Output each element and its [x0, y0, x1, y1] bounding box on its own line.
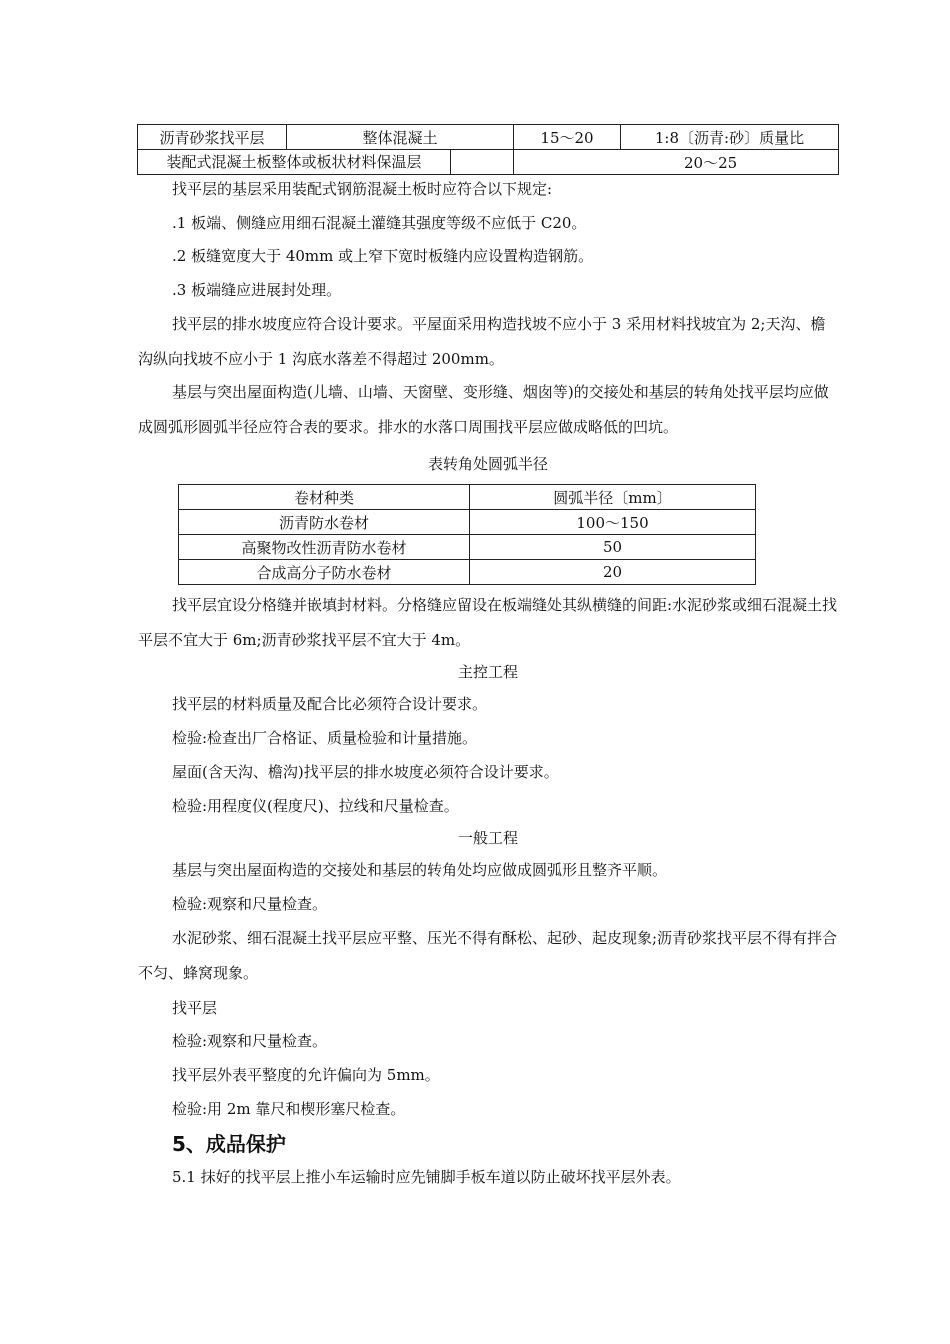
paragraph: 基层与突出屋面构造(儿墙、山墙、天窗壁、变形缝、烟囱等)的交接处和基层的转角处找平层均应做成圆弧形圆弧半径应符合表的要求。排水的水落口周围找平层应做成略低的凹坑。 [138, 383, 829, 436]
paragraph: .3 板端缝应进展封处理。 [172, 281, 342, 299]
table-cell: 20 [470, 560, 756, 585]
table-cell: 1:8〔沥青:砂〕质量比 [621, 125, 839, 150]
table-cell: 100～150 [470, 510, 756, 535]
table-cell: 整体混凝土 [287, 125, 514, 150]
table-header: 圆弧半径〔mm〕 [470, 485, 756, 510]
paragraph: .1 板端、侧缝应用细石混凝土灌缝其强度等级不应低于 C20。 [172, 214, 587, 232]
paragraph: 5.1 抹好的找平层上推小车运输时应先铺脚手板车道以防止破坏找平层外表。 [172, 1168, 681, 1186]
paragraph: 找平层外表平整度的允许偏向为 5mm。 [172, 1066, 440, 1084]
paragraph: 找平层的基层采用装配式钢筋混凝土板时应符合以下规定: [172, 180, 553, 198]
paragraph: 基层与突出屋面构造的交接处和基层的转角处均应做成圆弧形且整齐平顺。 [172, 861, 668, 879]
paragraph: 检验:检查出厂合格证、质量检验和计量措施。 [172, 729, 478, 747]
table-cell: 50 [470, 535, 756, 560]
table-cell-text: 装配式混凝土板整体或板状材料保温层 [138, 150, 451, 174]
section-title: 5、成品保护 [172, 1132, 286, 1156]
paragraph: 找平层的材料质量及配合比必须符合设计要求。 [172, 695, 488, 713]
table-header-row [179, 485, 756, 510]
table-header: 卷材种类 [179, 485, 470, 510]
table-cell: 沥青砂浆找平层 [138, 125, 287, 150]
paragraph: 检验:用程度仪(程度尺)、拉线和尺量检查。 [172, 797, 459, 815]
paragraph: 找平层的排水坡度应符合设计要求。平屋面采用构造找坡不应小于 3 采用材料找坡宜为 2;天沟、檐沟纵向找坡不应小于 1 沟底水落差不得超过 200mm。 [138, 315, 826, 368]
paragraph: .2 板缝宽度大于 40mm 或上窄下宽时板缝内应设置构造钢筋。 [172, 247, 594, 265]
paragraph: 检验:用 2m 靠尺和楔形塞尺检查。 [172, 1100, 406, 1118]
paragraph: 屋面(含天沟、檐沟)找平层的排水坡度必须符合设计要求。 [172, 763, 559, 781]
paragraph: 水泥砂浆、细石混凝土找平层应平整、压光不得有酥松、起砂、起皮现象;沥青砂浆找平层不得有拌合不匀、蜂窝现象。 [138, 929, 838, 982]
table-cell [138, 150, 514, 175]
table-row [138, 150, 839, 175]
table-cell: 15～20 [514, 125, 621, 150]
section-heading: 主控工程 [457, 663, 518, 681]
section-heading: 一般工程 [457, 829, 518, 847]
table-row [138, 125, 839, 150]
table-row [179, 510, 756, 535]
table-cell: 20～25 [514, 150, 839, 175]
paragraph: 检验:观察和尺量检查。 [172, 1032, 328, 1050]
radius-table [178, 484, 756, 585]
table-row [179, 560, 756, 585]
table-cell: 高聚物改性沥青防水卷材 [179, 535, 470, 560]
table-caption: 表转角处圆弧半径 [427, 455, 548, 473]
top-table [137, 124, 839, 175]
table-cell: 沥青防水卷材 [179, 510, 470, 535]
paragraph: 找平层 [172, 999, 218, 1017]
table-cell: 合成高分子防水卷材 [179, 560, 470, 585]
paragraph: 检验:观察和尺量检查。 [172, 895, 328, 913]
table-row [179, 535, 756, 560]
paragraph: 找平层宜设分格缝并嵌填封材料。分格缝应留设在板端缝处其纵横缝的间距:水泥砂浆或细石混凝土找平层不宜大于 6m;沥青砂浆找平层不宜大于 4m。 [138, 596, 838, 649]
